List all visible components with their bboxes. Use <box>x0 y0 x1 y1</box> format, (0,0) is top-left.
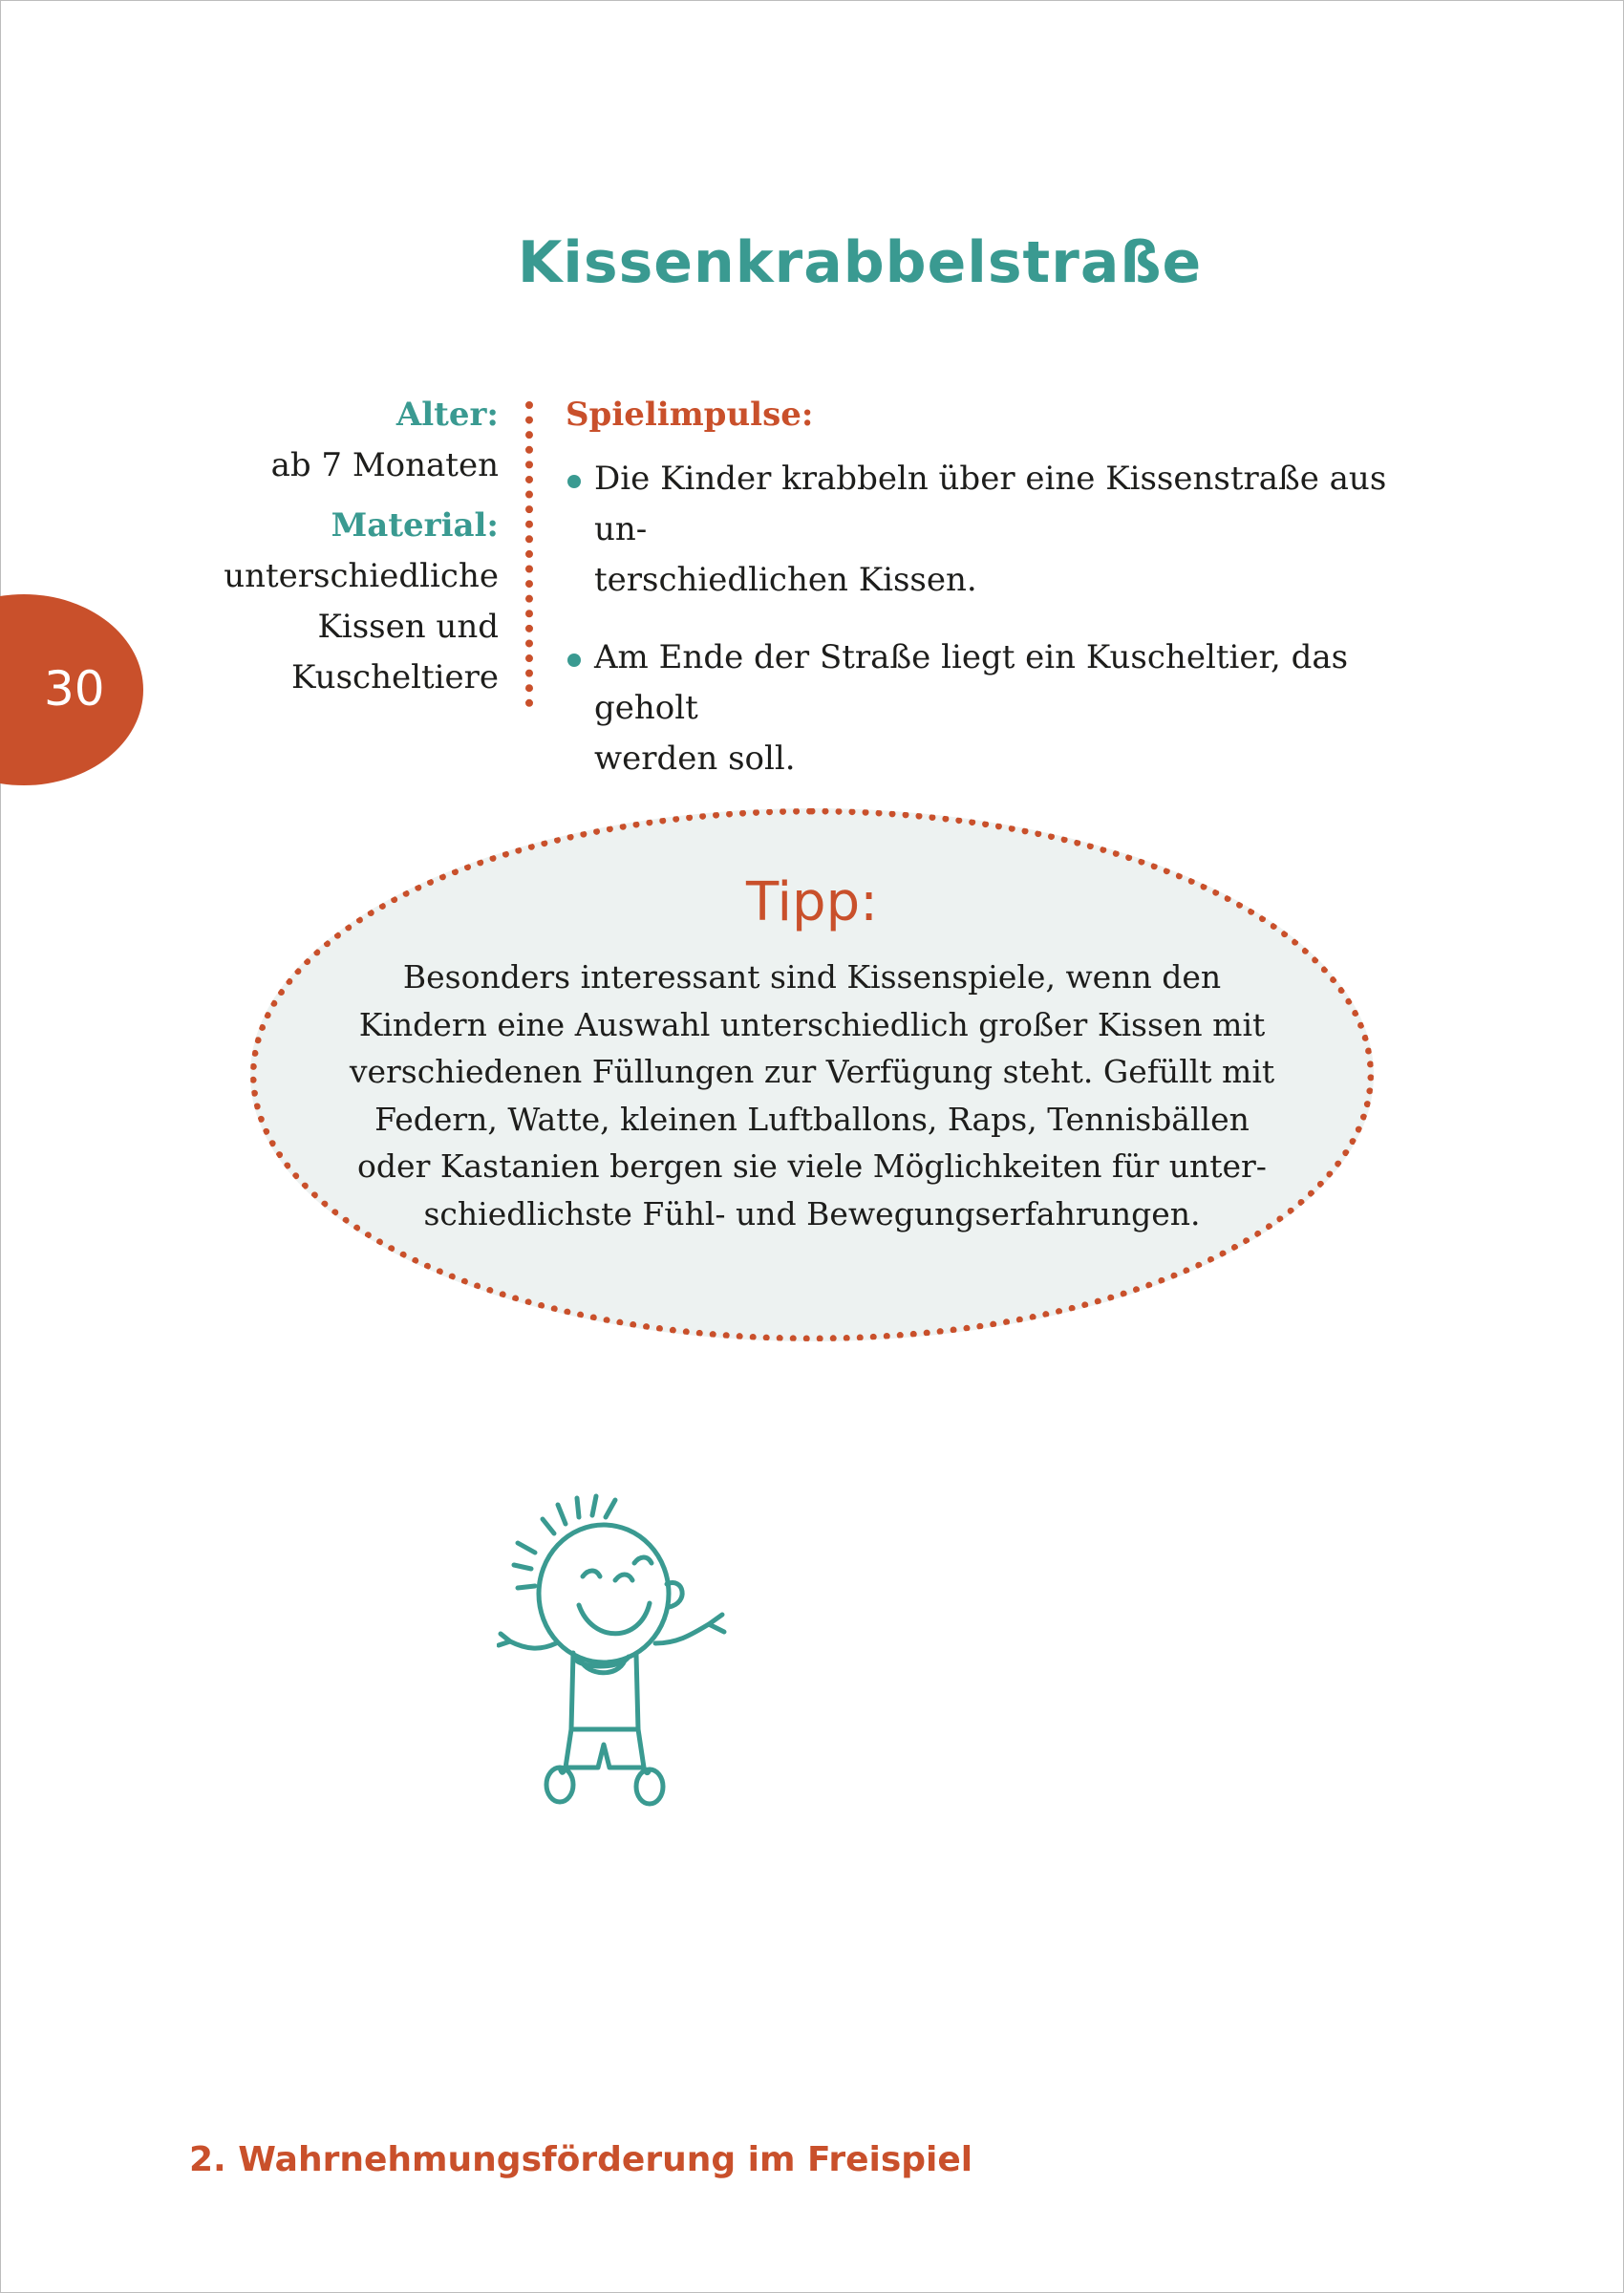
list-item <box>566 632 1444 784</box>
tip-line: oder Kastanien bergen sie viele Möglichkeiten für unter- <box>357 1147 1267 1185</box>
material-line: unterschiedliche <box>224 557 499 595</box>
tip-line: Federn, Watte, kleinen Luftballons, Raps, Tennisbällen <box>374 1100 1250 1138</box>
happy-child-illustration-icon <box>497 1481 755 1825</box>
bullet-icon <box>567 475 581 488</box>
impulses-label: Spielimpulse: <box>566 396 814 434</box>
tip-line: Besonders interessant sind Kissenspiele, wenn den <box>402 958 1222 996</box>
material-line: Kissen und <box>317 608 499 646</box>
tip-line: verschiedenen Füllungen zur Verfügung steht. Gefüllt mit <box>349 1053 1275 1090</box>
tip-line: schiedlichste Fühl- und Bewegungserfahrungen. <box>423 1194 1201 1232</box>
age-label: Alter: <box>395 396 499 434</box>
tip-text <box>315 954 1309 1237</box>
chapter-footer: 2. Wahrnehmungsförderung im Freispiel <box>189 2140 973 2179</box>
dotted-divider <box>525 401 533 707</box>
age-value: ab 7 Monaten <box>270 446 499 484</box>
bullet-icon <box>567 654 581 667</box>
tip-line: Kindern eine Auswahl unterschiedlich großer Kissen mit <box>358 1005 1266 1043</box>
info-column <box>153 390 499 703</box>
material-label: Material: <box>331 506 499 545</box>
list-item-line: Die Kinder krabbeln über eine Kissenstraße aus un- <box>594 460 1387 548</box>
page-title: Kissenkrabbelstraße <box>517 229 1203 296</box>
tip-heading: Tipp: <box>745 871 878 933</box>
list-item-line: Am Ende der Straße liegt ein Kuscheltier, das geholt <box>594 638 1349 727</box>
list-item-line: terschiedlichen Kissen. <box>594 561 977 599</box>
list-item <box>566 454 1444 606</box>
material-line: Kuscheltiere <box>291 658 499 696</box>
page-number: 30 <box>44 661 105 717</box>
list-item-line: werden soll. <box>594 739 796 778</box>
impulses-column <box>566 390 1444 811</box>
